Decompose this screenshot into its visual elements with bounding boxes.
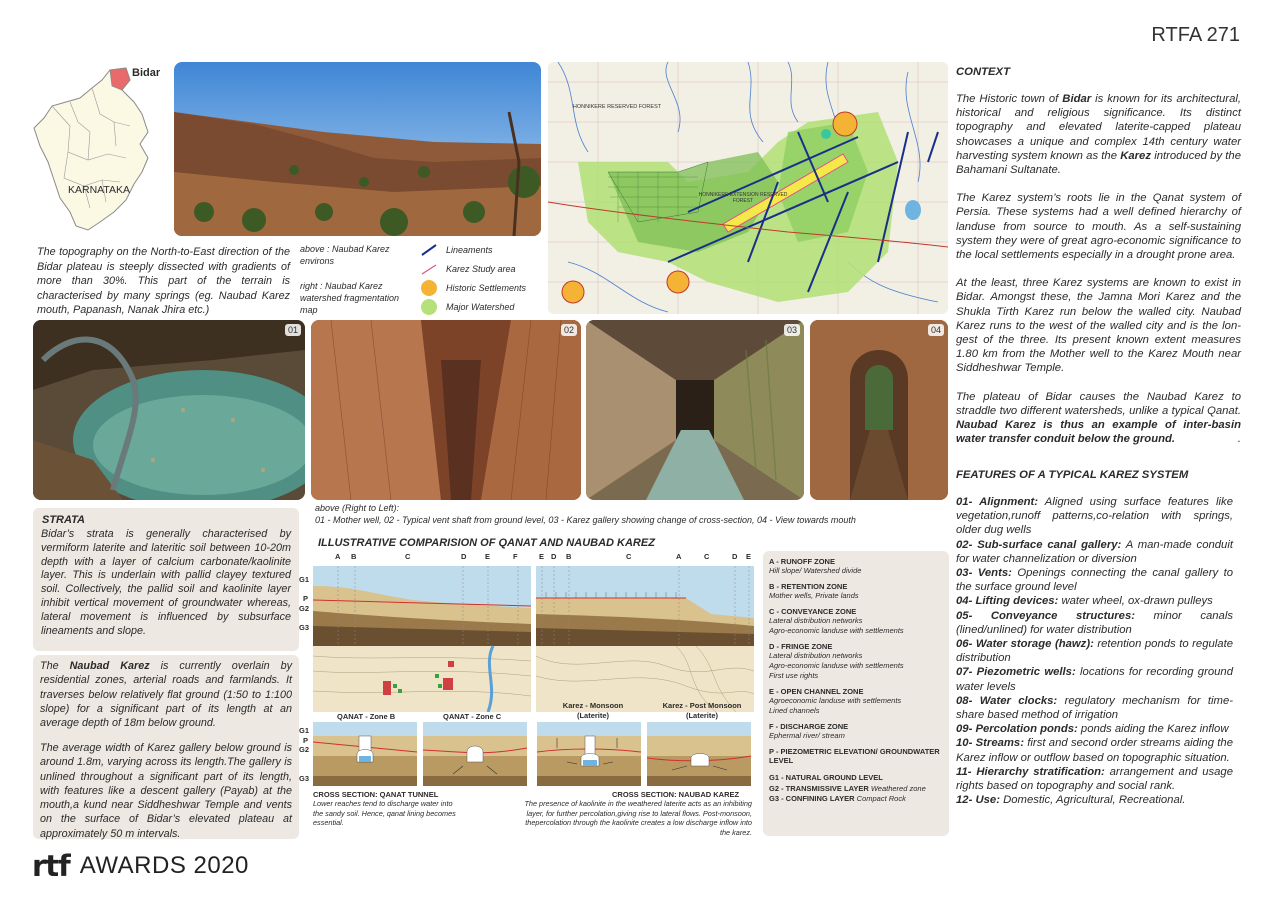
legend-label: Lineaments: [446, 244, 493, 255]
cs-karez-desc: The presence of kaolinite in the weathered laterite acts as an inhibiting layer, for further percolation,giving rise to lateral flows. Post-monsoon, thepercolation through the kaolinite creates a low discharge inflow into the karez.: [524, 799, 752, 837]
feature-term: 01- Alignment:: [956, 496, 1039, 508]
feature-text: Aligned using surface features like vegetation,runoff patterns,co-relation with springs, older dug wells: [956, 496, 1233, 537]
feature-term: 10- Streams:: [956, 737, 1024, 750]
zone-entry: [769, 607, 943, 636]
cs-level-p: P: [303, 736, 309, 745]
context-paragraph-1: The Historic town of Bidar is known for its architectural, historical and religious significance. Its distinct topography and elevated laterite-capped plateau showcases a unique and complex 14th century water harvesting system known as the Karez introduced by the Bahamani Sultanate.: [956, 93, 1242, 177]
feature-term: 11- Hierarchy stratification:: [956, 765, 1105, 778]
feature-term: 06- Water storage (hawz):: [956, 638, 1094, 651]
zone-entry: [769, 642, 943, 681]
naubad-karez-emphasis: Naubad Karez: [69, 660, 150, 672]
zone-title: A - RUNOFF ZONE: [769, 557, 835, 566]
map-forest-label-1: HONNIKERE RESERVED FOREST: [572, 104, 662, 110]
feature-text: retention ponds to regulate distribution: [956, 638, 1233, 665]
photos-caption-line-1: above (Right to Left):: [315, 503, 400, 513]
photo-number: 02: [561, 324, 577, 336]
legend-label: Karez Study area: [446, 263, 516, 274]
strata-title: STRATA: [42, 514, 85, 526]
feature-term: 09- Percolation ponds:: [956, 723, 1078, 736]
feature-item: [956, 594, 1233, 608]
feature-item: [956, 665, 1233, 693]
lineament-symbol-icon: [420, 243, 438, 257]
cross-section-diagrams: [313, 722, 755, 786]
caption-above: above : Naubad Karez environs: [300, 244, 390, 266]
zone-description: Agro-economic landuse with settlements: [769, 626, 904, 635]
locator-city-label: Bidar: [132, 67, 161, 79]
feature-item: [956, 736, 1233, 764]
feature-item: [956, 637, 1233, 665]
photo-number: 03: [784, 324, 800, 336]
zones-list: [769, 557, 943, 765]
feature-item: [956, 793, 1233, 807]
cross-section-label: QANAT - Zone B: [337, 712, 396, 721]
feature-term: 03- Vents:: [956, 567, 1012, 580]
legend-historic-settlements: [420, 278, 545, 297]
legend-major-watershed: [420, 297, 545, 316]
karez-long-section: E D B C A C D E: [536, 552, 754, 712]
ground-levels: [769, 773, 943, 805]
features-list: [956, 495, 1233, 807]
feature-item: [956, 566, 1233, 594]
features-section: [956, 469, 1233, 807]
watershed-fragmentation-map: [548, 62, 948, 314]
cs-karez-caption: [516, 790, 752, 837]
legend-lineaments: [420, 240, 545, 259]
cs-qanat-desc: Lower reaches tend to discharge water into the sandy soil. Hence, qanat lining becomes essential.: [313, 799, 456, 827]
zone-description: Agroeconomic landuse with settlements: [769, 696, 902, 705]
naubad-karez-panel: [33, 655, 299, 839]
feature-text: Openings connecting the canal gallery to the surface ground level: [956, 567, 1233, 594]
feature-item: [956, 609, 1233, 637]
cross-section-label: Karez - Post Monsoon (Laterite): [662, 701, 742, 720]
legend-study-area: [420, 259, 545, 278]
zone-description: Hill slope/ Watershed divide: [769, 566, 862, 575]
feature-term: 02- Sub-surface canal gallery:: [956, 538, 1122, 551]
feature-term: 04- Lifting devices:: [956, 595, 1059, 608]
zone-title: F - DISCHARGE ZONE: [769, 722, 849, 731]
cs-level-g1: G1: [299, 726, 310, 735]
feature-term: 05- Conveyance structures:: [956, 609, 1135, 622]
feature-text: minor canals (lined/unlined) for water distribution: [956, 609, 1233, 636]
zone-title: P - PIEZOMETRIC ELEVATION/ GROUNDWATER LEVEL: [769, 747, 940, 765]
page-code: RTFA 271: [1151, 24, 1240, 46]
photo-mother-well: [33, 320, 305, 500]
zone-description: Mother wells, Private lands: [769, 591, 859, 600]
zone-description: Ephermal river/ stream: [769, 731, 845, 740]
naubad-paragraph-1: The Naubad Karez is currently overlain by residential zones, arterial roads and farmlands. It traverses below relatively flat ground (1:50 to 1:100 slope) for a significant part of its length at an average depth of 18m below ground.: [40, 660, 292, 730]
features-title: FEATURES OF A TYPICAL KAREZ SYSTEM: [956, 469, 1189, 481]
zones-legend-panel: [763, 551, 949, 836]
cross-section-label: Karez - Monsoon (Laterite): [562, 701, 624, 720]
zone-title: B - RETENTION ZONE: [769, 582, 848, 591]
map-legend: [420, 240, 545, 316]
feature-text: Domestic, Agricultural, Recreational.: [999, 794, 1186, 807]
context-paragraph-4: The plateau of Bidar causes the Naubad Karez to straddle two different watersheds, unlike a typical Qanat. Naubad Karez is thus an example of inter-basin water transfer conduit below the ground. .: [956, 390, 1241, 446]
photo-number: 04: [928, 324, 944, 336]
photo-number: 01: [285, 324, 301, 336]
zone-description: Lined channels: [769, 706, 820, 715]
feature-item: [956, 765, 1233, 793]
awards-year: AWARDS 2020: [79, 852, 249, 879]
level-p: P: [303, 594, 309, 603]
rtf-logo-mark: rtf: [32, 849, 70, 883]
feature-term: 08- Water clocks:: [956, 694, 1058, 707]
feature-text: locations for recording ground water levels: [956, 666, 1233, 693]
feature-item: [956, 722, 1233, 736]
map-forest-label-2: HONNIKERE EXTENSION RESERVED FOREST: [698, 192, 788, 204]
zone-entry: [769, 557, 943, 576]
feature-text: arrangement and usage rights based on topography and social rank.: [956, 765, 1233, 793]
zone-description: Lateral distribution networks: [769, 616, 863, 625]
level-g1: G1: [299, 575, 310, 584]
zone-entry: [769, 722, 943, 741]
zone-description: Agro-economic landuse with settlements: [769, 661, 904, 670]
qanat-long-section: A B C D E F: [313, 552, 531, 712]
study-area-symbol-icon: [420, 262, 438, 276]
locator-state-label: KARNATAKA: [68, 184, 131, 196]
zone-entry: [769, 687, 943, 716]
cs-karez-title: CROSS SECTION: NAUBAD KAREZ: [612, 790, 740, 799]
level-g3: G3: [299, 623, 310, 632]
photo-vent-shaft: [311, 320, 581, 500]
feature-item: [956, 694, 1233, 722]
ground-level-g3: G3 - CONFINING LAYER Compact Rock: [769, 794, 906, 803]
cs-level-g2: G2: [299, 745, 310, 754]
legend-label: Major Watershed: [446, 301, 515, 312]
caption-right: right : Naubad Karez watershed fragmentation map: [300, 281, 400, 315]
zone-title: D - FRINGE ZONE: [769, 642, 833, 651]
feature-text: first and second order streams aiding the Karez inflow or outflow based on topographic situation.: [956, 737, 1233, 764]
zone-entry: [769, 747, 943, 765]
rtf-awards-logo: [32, 849, 249, 883]
context-paragraph-3: At the least, three Karez systems are known to exist in Bidar. Amongst these, the Jamna Mori Karez and the Shukla Tirth Karez run below the walled city. Naubad Karez runs to the west of the walled city and is the lon-gest of the three. Its present known extent measures 1.80 km from the Mother well to the Karez Mouth near Siddheshwar Temple.: [956, 277, 1241, 375]
feature-term: 12- Use:: [956, 794, 1000, 807]
feature-item: [956, 538, 1233, 566]
photo-view-towards-mouth: [810, 320, 948, 500]
feature-term: 07- Piezometric wells:: [956, 666, 1076, 679]
photos-caption: [315, 503, 955, 526]
strata-panel: [33, 508, 299, 651]
settlement-symbol-icon: [420, 279, 438, 297]
naubad-environs-photo: [174, 62, 541, 236]
photos-caption-line-2: 01 - Mother well, 02 - Typical vent shaft from ground level, 03 - Karez gallery showing change of cross-section, 04 - View towards mouth: [315, 514, 856, 525]
cs-qanat-caption: [313, 790, 463, 828]
zone-title: E - OPEN CHANNEL ZONE: [769, 687, 864, 696]
level-g2: G2: [299, 604, 310, 613]
ground-level-g2: G2 - TRANSMISSIVE LAYER Weathered zone: [769, 783, 926, 793]
comparison-title: ILLUSTRATIVE COMPARISION OF QANAT AND NAUBAD KAREZ: [318, 537, 655, 549]
feature-text: A man-made conduit for water channelization or diversion: [956, 538, 1233, 565]
zone-description: Lateral distribution networks: [769, 651, 863, 660]
karnataka-locator-map: [30, 62, 170, 237]
photo-karez-gallery: [586, 320, 804, 500]
zone-title: C - CONVEYANCE ZONE: [769, 607, 857, 616]
naubad-paragraph-2: The average width of Karez gallery below ground is around 1.8m, varying across its length.The gallery is unlined throughout a significant part of its length, with features like a descent gallery (Payab) at the mouth,a kund near Siddheshwar Temple and vents on the surface of Bidar’s elevated plateau at approximately 50 m intervals.: [40, 742, 292, 840]
cs-qanat-title: CROSS SECTION: QANAT TUNNEL: [313, 790, 439, 799]
feature-text: regulatory mechanism for time-share based method of irrigation: [956, 694, 1233, 722]
context-title: CONTEXT: [956, 66, 1010, 78]
strata-text: Bidar’s strata is generally characterised by vermiform laterite and lateritic soil between 10-20m depth with a layer of calcium carbonate/kaolinite layer. This is underlain with pallid clayey textured soil. Collectively, the pallid soil and kaolinite layer inhibit vertical movement of groundwater whereas, lateral movement is influenced by subsurface lineaments and slope.: [41, 528, 291, 637]
feature-text: water wheel, ox-drawn pulleys: [1058, 595, 1213, 608]
topography-description: The topography on the North-to-East direction of the Bidar plateau is steeply dissected with gradients of more than 30%. This part of the terrain is characterised by many springs (eg. Naubad Karez mouth, Papanash, Nanak Jhira etc.): [37, 246, 290, 316]
feature-item: [956, 495, 1233, 538]
watershed-symbol-icon: [420, 298, 438, 316]
cs-level-g3: G3: [299, 774, 310, 783]
context-paragraph-2: The Karez system’s roots lie in the Qanat system of Persia. These systems had a well defined hierarchy of landuse from source to mouth. As a self-sustaining system they were of great agro-economic significance to the local settlements especially in a drought prone area.: [956, 192, 1241, 262]
legend-label: Historic Settlements: [446, 282, 527, 293]
zone-entry: [769, 582, 943, 601]
ground-level-g1: G1 - NATURAL GROUND LEVEL: [769, 773, 883, 782]
feature-text: ponds aiding the Karez inflow: [1077, 723, 1229, 736]
context-section: [956, 66, 1241, 460]
zone-description: First use rights: [769, 671, 819, 680]
cross-section-label: QANAT - Zone C: [443, 712, 502, 721]
